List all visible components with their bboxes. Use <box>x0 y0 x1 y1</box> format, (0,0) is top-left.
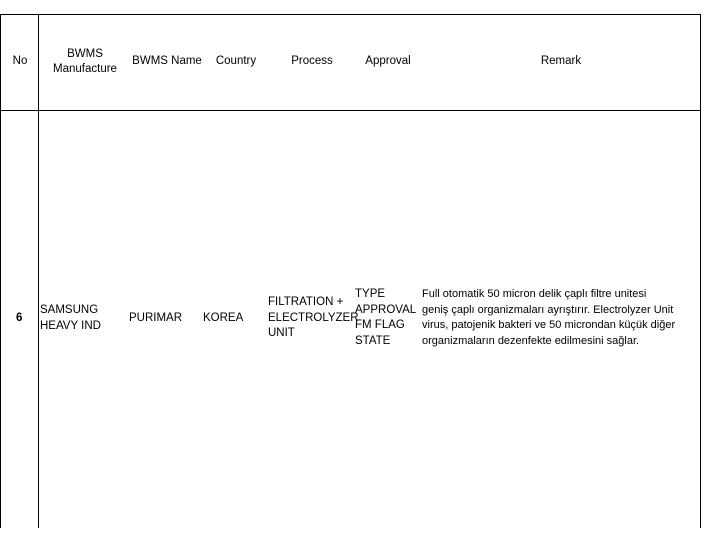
cell-no: 6 <box>16 312 23 324</box>
column-divider <box>700 14 701 528</box>
header-name: BWMS Name <box>132 55 202 68</box>
column-divider <box>38 14 39 528</box>
cell-remark: Full otomatik 50 micron delik çaplı filtre unitesi geniş çaplı organizmaları ayrıştırır. Electrolyzer Unit virus, patojenik bakteri ve 50 microndan küçük diğer organizmaların dezenfekte edilmesini sağlar. <box>422 288 676 347</box>
header-divider <box>0 110 700 111</box>
cell-process: FILTRATION + ELECTROLYZER UNIT <box>268 296 359 339</box>
table-border-left <box>0 14 1 528</box>
header-approval: Approval <box>365 55 411 68</box>
header-manufacture: BWMS Manufacture <box>53 47 117 75</box>
cell-country: KOREA <box>203 312 244 324</box>
header-remark: Remark <box>540 55 582 68</box>
header-country: Country <box>215 55 257 68</box>
header-process: Process <box>291 55 333 68</box>
cell-manufacture: SAMSUNG HEAVY IND <box>40 304 101 332</box>
cell-approval: TYPE APPROVAL FM FLAG STATE <box>355 288 417 347</box>
cell-name: PURIMAR <box>129 312 183 324</box>
header-no: No <box>12 55 28 68</box>
